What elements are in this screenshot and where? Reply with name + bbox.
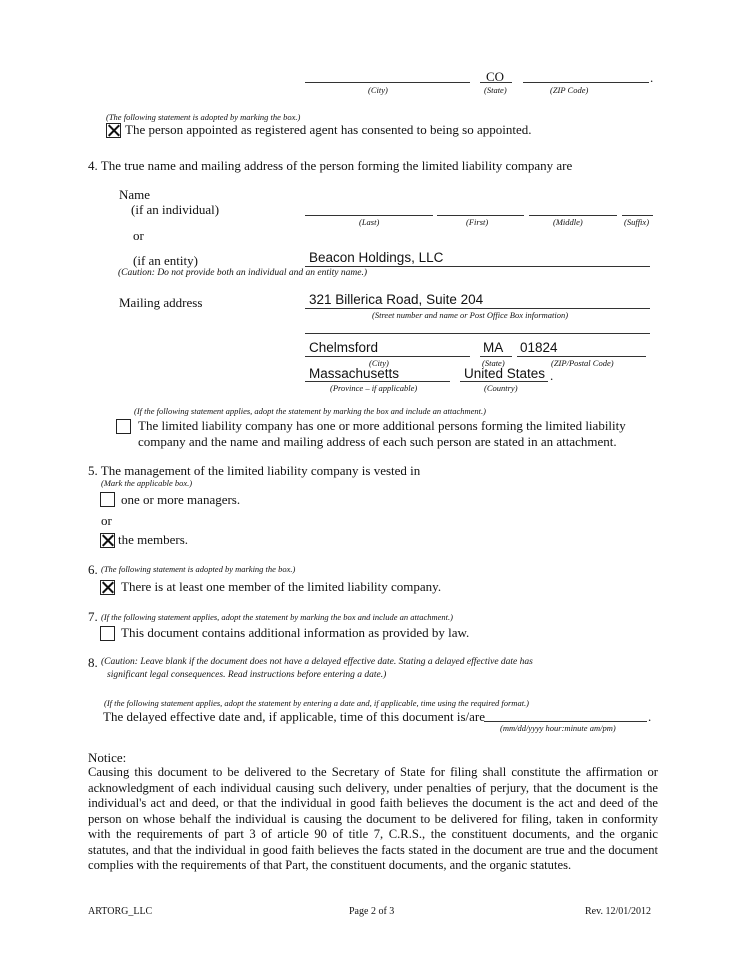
last-name-line	[305, 215, 433, 216]
consent-text: The person appointed as registered agent has consented to being so appointed.	[125, 122, 532, 137]
section5-or: or	[101, 513, 112, 528]
entity-name-value[interactable]: Beacon Holdings, LLC	[309, 250, 444, 265]
suffix-caption: (Suffix)	[624, 217, 650, 227]
country-caption: (Country)	[484, 383, 518, 393]
managers-checkbox[interactable]	[100, 492, 115, 507]
entity-caution: (Caution: Do not provide both an individual and an entity name.)	[118, 268, 367, 278]
footer-form-id: ARTORG_LLC	[88, 906, 153, 917]
section7-instruction: (If the following statement applies, adopt the statement by marking the box and include an attachment.)	[101, 612, 453, 622]
section8-caution-2: significant legal consequences. Read instructions before entering a date.)	[107, 670, 387, 680]
street-line-2	[305, 333, 650, 334]
city-caption: (City)	[368, 85, 388, 95]
consent-checkbox[interactable]	[106, 123, 121, 138]
zip-value[interactable]: 01824	[520, 340, 558, 355]
street-line	[305, 308, 650, 309]
section7-number: 7.	[88, 609, 98, 624]
section6-text: There is at least one member of the limited liability company.	[121, 579, 442, 594]
first-caption: (First)	[466, 217, 489, 227]
street-caption: (Street number and name or Post Office Box information)	[372, 310, 569, 320]
country-period: .	[550, 368, 554, 383]
street-value[interactable]: 321 Billerica Road, Suite 204	[309, 292, 484, 307]
footer-revision: Rev. 12/01/2012	[585, 906, 652, 917]
last-caption: (Last)	[359, 217, 380, 227]
state-caption: (State)	[484, 85, 507, 95]
section6-number: 6.	[88, 562, 98, 577]
mailing-address-label: Mailing address	[119, 295, 203, 310]
province-value[interactable]: Massachusetts	[309, 366, 400, 381]
section8-number: 8.	[88, 655, 98, 670]
zip-line	[523, 82, 649, 83]
additional-line-1: The limited liability company has one or more additional persons forming the limited liability	[138, 418, 626, 433]
mailing-state-caption: (State)	[482, 358, 505, 368]
state-value: CO	[486, 69, 505, 84]
date-caption: (mm/dd/yyyy hour:minute am/pm)	[500, 723, 616, 733]
notice-body: Causing this document to be delivered to the Secretary of State for filing shall constitute the affirmation or acknowledgment of each individual causing such delivery, under penalties of perjury, that the document is the individual's act and deed, or that the individual in good faith believes the document is the act and deed of the person on whose behalf the individual is causing the document to be delivered for filing, taken in conformity with the requirements of part 3 of article 90 of title 7, C.R.S., the constituent documents, and the organic statutes, and that the individual in good faith believes the facts stated in the document are true and the document complies with the requirements of that Part, the constituent documents, and the organic statutes.	[88, 765, 658, 872]
middle-caption: (Middle)	[553, 217, 583, 227]
section5-heading: 5. The management of the limited liability company is vested in	[88, 463, 421, 478]
middle-name-line	[529, 215, 617, 216]
section8-text: The delayed effective date and, if applicable, time of this document is/are	[103, 709, 486, 724]
first-name-line	[437, 215, 524, 216]
or-label: or	[133, 228, 144, 243]
footer-page-number: Page 2 of 3	[349, 906, 395, 917]
section7-checkbox[interactable]	[100, 626, 115, 641]
additional-persons-checkbox[interactable]	[116, 419, 131, 434]
city-value[interactable]: Chelmsford	[309, 340, 379, 355]
section4-heading: 4. The true name and mailing address of the person forming the limited liability company are	[88, 158, 573, 173]
section8-instruction: (If the following statement applies, adopt the statement by entering a date and, if applicable, time using the required format.)	[104, 698, 530, 708]
section6-checkbox[interactable]	[100, 580, 115, 595]
members-label: the members.	[118, 532, 189, 547]
section8-period: .	[648, 709, 652, 724]
mailing-state-value[interactable]: MA	[483, 340, 504, 355]
section5-instruction: (Mark the applicable box.)	[101, 478, 193, 488]
mailing-city-line	[305, 356, 470, 357]
section8-caution-1: (Caution: Leave blank if the document does not have a delayed effective date. Stating a delayed effective date has	[101, 657, 533, 667]
section7-text: This document contains additional information as provided by law.	[121, 625, 470, 640]
country-value[interactable]: United States	[464, 366, 546, 381]
mailing-city-caption: (City)	[369, 358, 389, 368]
zip-caption: (ZIP Code)	[550, 85, 589, 95]
managers-label: one or more managers.	[121, 492, 241, 507]
mailing-zip-caption: (ZIP/Postal Code)	[551, 358, 614, 368]
consent-instruction: (The following statement is adopted by marking the box.)	[106, 112, 301, 122]
province-line	[305, 381, 450, 382]
mailing-zip-line	[517, 356, 646, 357]
city-line	[305, 82, 470, 83]
if-entity-label: (if an entity)	[133, 253, 198, 268]
entity-line	[305, 266, 650, 267]
if-individual-label: (if an individual)	[131, 202, 220, 217]
trailing-period: .	[650, 70, 654, 85]
notice-heading: Notice:	[88, 750, 127, 765]
country-line	[460, 381, 548, 382]
mailing-state-line	[480, 356, 512, 357]
effective-date-line[interactable]	[484, 721, 647, 722]
additional-instruction: (If the following statement applies, adopt the statement by marking the box and include an attachment.)	[134, 406, 486, 416]
members-checkbox[interactable]	[100, 533, 115, 548]
additional-line-2: company and the name and mailing address of each such person are stated in an attachment.	[138, 434, 617, 449]
province-caption: (Province – if applicable)	[330, 383, 418, 393]
name-label: Name	[119, 187, 151, 202]
section6-instruction: (The following statement is adopted by marking the box.)	[101, 564, 296, 574]
state-line	[480, 82, 512, 83]
suffix-line	[622, 215, 653, 216]
